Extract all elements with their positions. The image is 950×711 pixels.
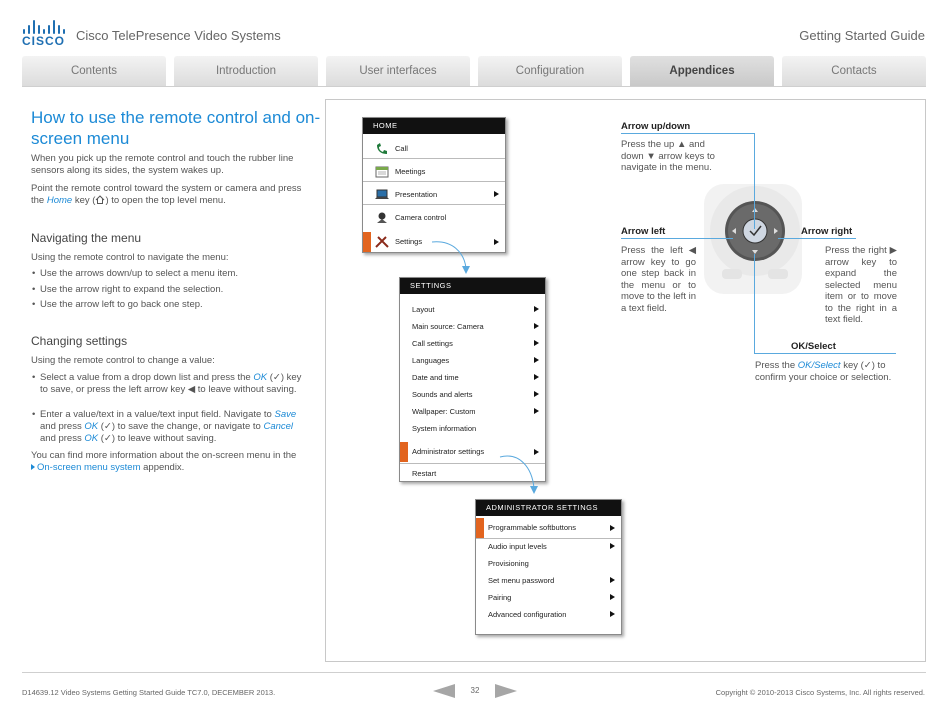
menu-item-label: Call settings [412,339,453,348]
tab-introduction[interactable]: Introduction [174,56,318,86]
nav-bullet: • Use the arrow left to go back one step. [40,299,308,311]
ok-key-name: OK [84,433,99,444]
tab-contents[interactable]: Contents [22,56,166,86]
bullet-text: (✓) to leave without saving. [98,433,217,444]
menu-item-label: Wallpaper: Custom [412,407,476,416]
callout-line [754,133,755,229]
bullet-text: (✓) key to save, or press the left arrow key ◀ to leave without saving. [40,372,302,395]
guide-title: Getting Started Guide [799,28,925,43]
ok-key-name: OK [84,421,99,432]
more-info-text: You can find more information about the on-screen menu in the [31,450,297,461]
menu-item-label: Date and time [412,373,459,382]
tab-appendices[interactable]: Appendices [630,56,774,86]
cancel-word: Cancel [263,421,294,432]
menu-item-label: Sounds and alerts [412,390,473,399]
changing-intro: Using the remote control to change a value: [31,355,215,366]
page-number: 32 [470,686,480,695]
ok-select-text [755,360,905,383]
arrow-left-text: Press the left ◀ arrow key to go one step back in the menu or to move to the left in a text field. [621,245,696,314]
tab-contacts[interactable]: Contacts [782,56,926,86]
previous-page-icon[interactable] [433,684,455,698]
callout-line [621,238,733,239]
nav-bullet: • Use the arrow right to expand the selection. [40,284,308,296]
ok-select-key-name: OK/Select [797,360,841,371]
page-title: How to use the remote control and on-screen menu [31,108,321,148]
home-key-text-c: ) to open the top level menu. [105,195,226,206]
admin-menu-header: ADMINISTRATOR SETTINGS [476,500,621,516]
callout-line [778,238,856,239]
menu-item-label: Restart [412,469,437,478]
ok-select-title: OK/Select [791,341,836,352]
brand-title: Cisco TelePresence Video Systems [76,28,281,43]
home-menu-header: HOME [363,118,505,134]
next-page-icon[interactable] [495,684,517,698]
menu-item-label: Presentation [395,190,438,199]
menu-item-label: Call [395,144,408,153]
menu-item-label: System information [412,424,477,433]
callout-text: key (✓) to confirm your choice or selection. [755,360,892,383]
menu-item-label: Settings [395,237,423,246]
callout-line [754,353,896,354]
page-navigator [433,684,517,698]
arrow-right-text: Press the right ▶ arrow key to expand the selected menu item or to move to the right in a text field. [825,245,897,325]
menu-item-label: Programmable softbuttons [488,523,576,532]
document-id: D14639.12 Video Systems Getting Started Guide TC7.0, DECEMBER 2013. [22,688,276,697]
changing-heading: Changing settings [31,334,128,348]
save-word: Save [274,409,297,420]
arrow-updown-title: Arrow up/down [621,121,691,132]
intro-paragraph: When you pick up the remote control and touch the rubber line sensors along its sides, the system wakes up. [31,153,294,176]
menu-item-label: Main source: Camera [412,322,484,331]
menu-item-label: Advanced configuration [488,610,567,619]
menu-item-label: Provisioning [488,559,529,568]
tab-user-interfaces[interactable]: User interfaces [326,56,470,86]
navigating-intro: Using the remote control to navigate the menu: [31,252,229,263]
menu-item-label: Set menu password [488,576,555,585]
callout-text: Press the [755,360,798,371]
bullet-text: Enter a value/text in a value/text input field. Navigate to [40,409,275,420]
callout-line [754,254,755,354]
menu-item-label: Languages [412,356,450,365]
menu-item-label: Camera control [395,213,447,222]
settings-menu-header: SETTINGS [400,278,545,294]
menu-item-label: Audio input levels [488,542,547,551]
nav-bullet: • Use the arrows down/up to select a menu item. [40,268,308,280]
bullet-text: and press [40,433,85,444]
menu-item-label: Pairing [488,593,512,602]
tab-configuration[interactable]: Configuration [478,56,622,86]
ok-key-name: OK [253,372,268,383]
bullet-text: (✓) to save the change, or navigate to [98,421,264,432]
home-key-text-a: Point the remote control toward the system or camera and press the [31,183,302,206]
arrow-right-title: Arrow right [801,226,853,237]
menu-item-label: Layout [412,305,435,314]
home-key-text-b: key ( [72,195,96,206]
menu-item-label: Administrator settings [412,447,485,456]
arrow-updown-text: Press the up ▲ and down ▼ arrow keys to navigate in the menu. [621,139,715,173]
bullet-text: and press [40,421,85,432]
navigating-heading: Navigating the menu [31,231,142,245]
menu-item-label: Meetings [395,167,426,176]
footer-divider [22,672,926,673]
callout-line [621,133,755,134]
copyright: Copyright © 2010-2013 Cisco Systems, Inc. All rights reserved. [715,688,925,697]
arrow-left-title: Arrow left [621,226,666,237]
onscreen-menu-link[interactable]: On-screen menu system [37,462,141,473]
cisco-logo-text: CISCO [22,34,66,48]
remote-control-navigation-pad [698,184,808,294]
bullet-text: Select a value from a drop down list and press the [40,372,254,383]
more-info-tail: appendix. [140,462,185,473]
home-key-name: Home [46,195,73,206]
